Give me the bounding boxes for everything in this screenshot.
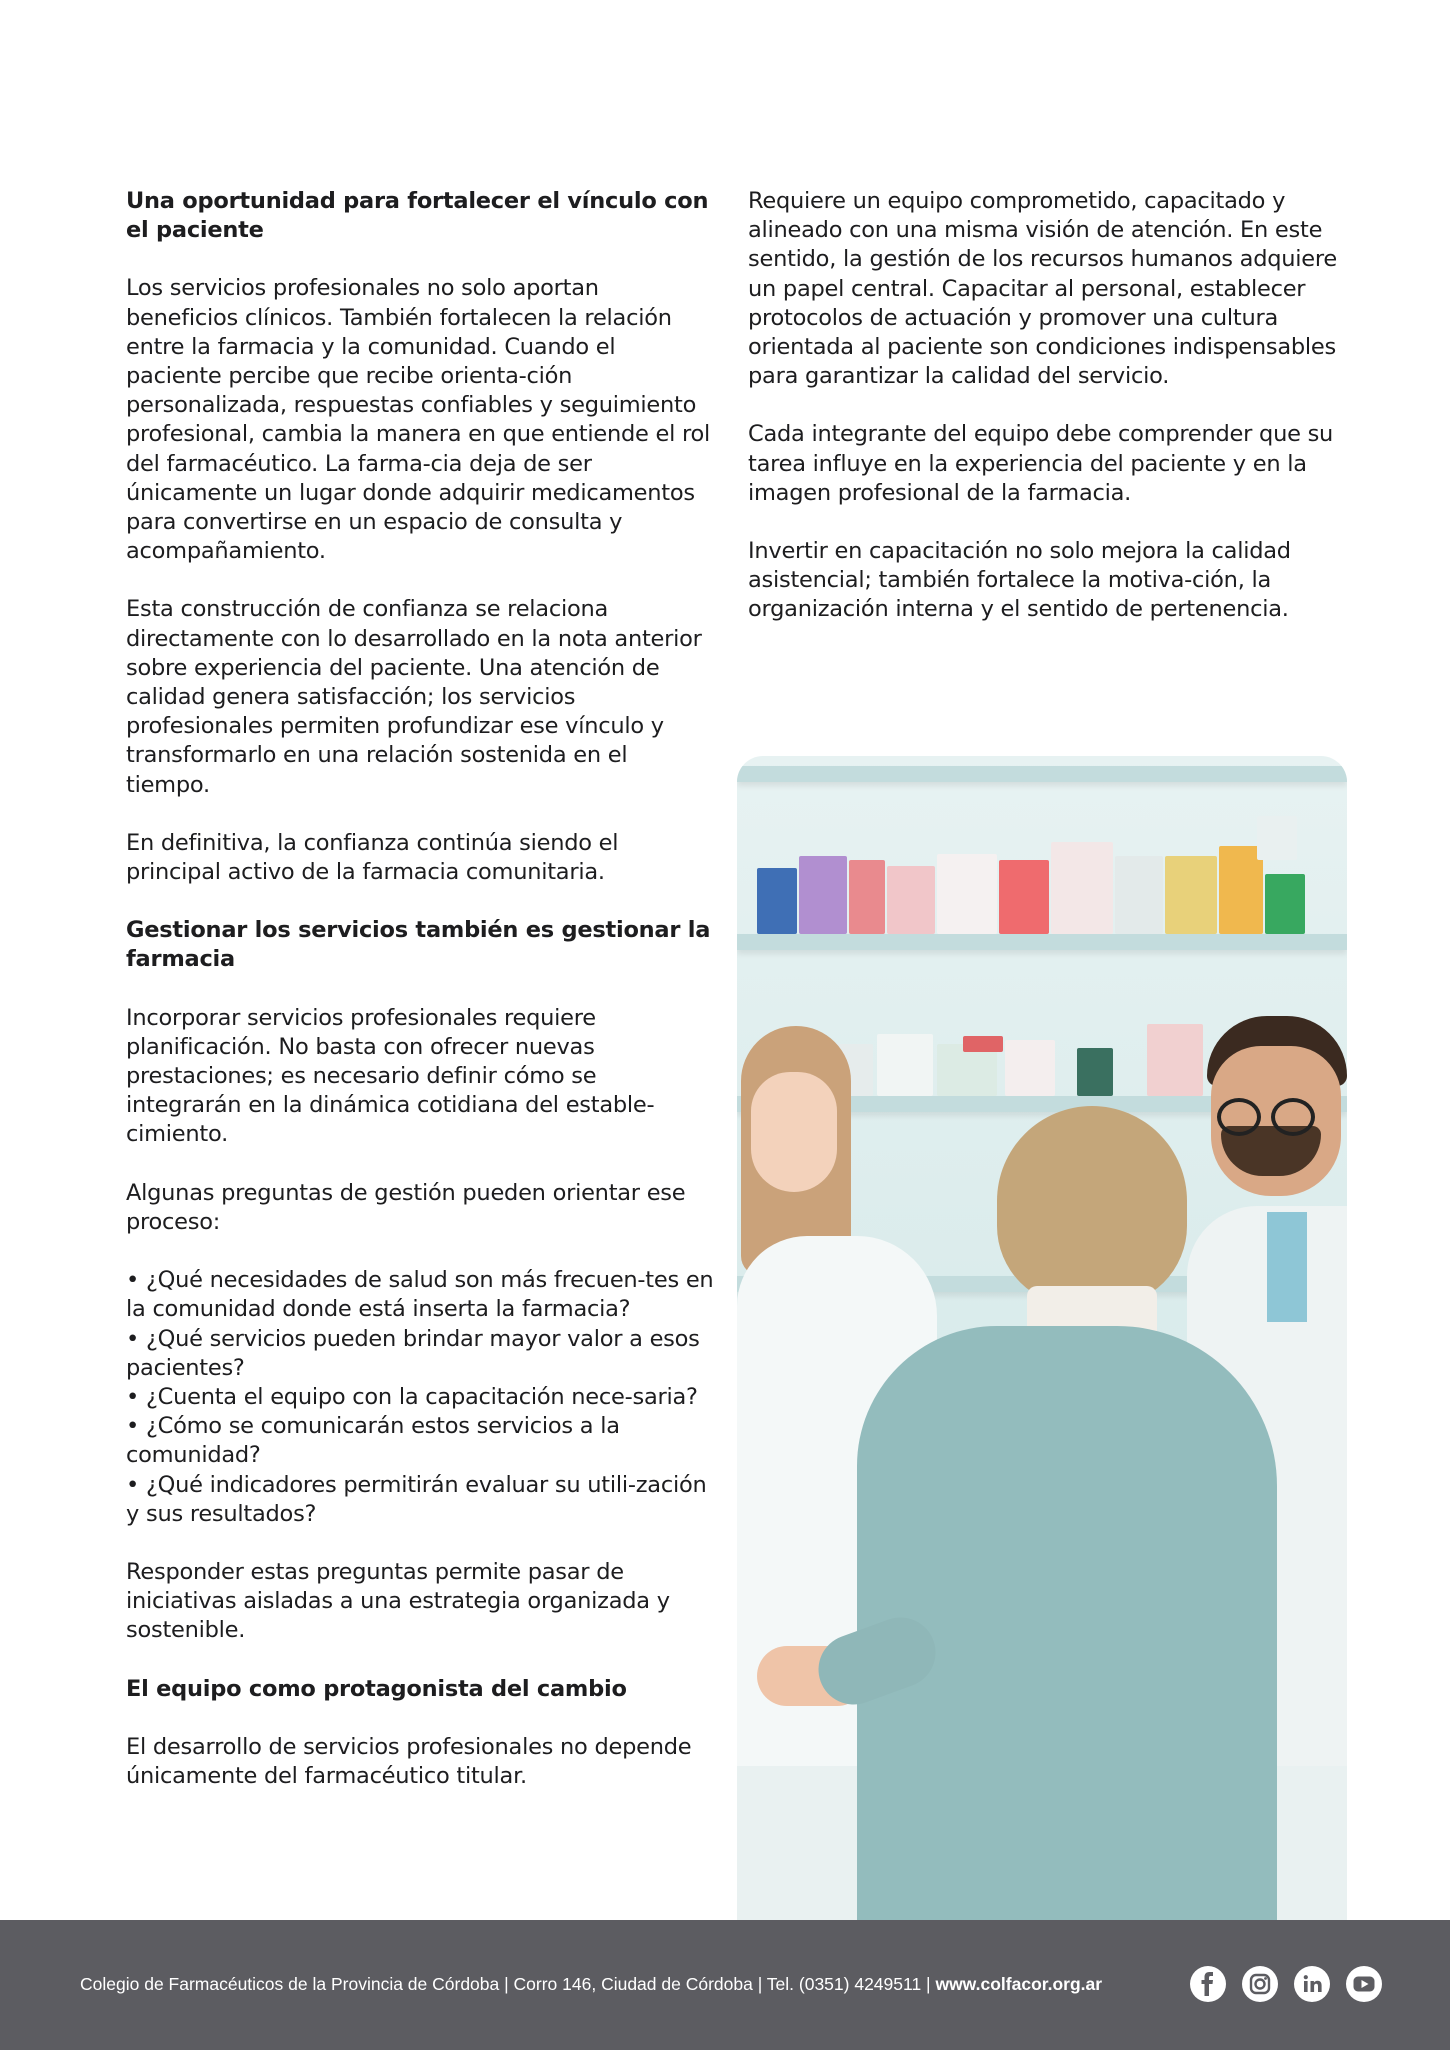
list-item: • ¿Qué necesidades de salud son más frecuen-tes en la comunidad donde está inserta la farmacia? (126, 1266, 716, 1324)
paragraph: El desarrollo de servicios profesionales no depende únicamente del farmacéutico titular. (126, 1733, 692, 1789)
left-column (126, 187, 716, 1820)
question-list (126, 1266, 716, 1529)
list-item: • ¿Qué indicadores permitirán evaluar su utili-zación y sus resultados? (126, 1471, 716, 1529)
youtube-icon[interactable] (1344, 1964, 1384, 2004)
footer (0, 1920, 1450, 2050)
footer-address: Colegio de Farmacéuticos de la Provincia de Córdoba | Corro 146, Ciudad de Córdoba | Tel. (0351) 4249511 | (80, 1974, 936, 1994)
paragraph: Responder estas preguntas permite pasar de iniciativas aisladas a una estrategia organizada y sostenible. (126, 1558, 670, 1644)
section-heading-equipo: El equipo como protagonista del cambio (126, 1675, 627, 1702)
linkedin-icon[interactable] (1292, 1964, 1332, 2004)
customer (817, 1106, 1277, 1920)
facebook-icon[interactable] (1188, 1964, 1228, 2004)
website-link[interactable]: www.colfacor.org.ar (935, 1974, 1103, 1994)
section-heading-gestion: Gestionar los servicios también es gestionar la farmacia (126, 917, 711, 973)
paragraph: Cada integrante del equipo debe comprender que su tarea influye en la experiencia del paciente y en la imagen profesional de la farmacia. (748, 421, 1334, 506)
section-heading-vinculo: Una oportunidad para fortalecer el vínculo con el paciente (126, 188, 709, 244)
right-column (748, 187, 1338, 654)
footer-contact (80, 1970, 1102, 1998)
paragraph: Algunas preguntas de gestión pueden orientar ese proceso: (126, 1179, 686, 1235)
pharmacy-photo (737, 756, 1347, 1920)
paragraph: Los servicios profesionales no solo aportan beneficios clínicos. También fortalecen la relación entre la farmacia y la comunidad. Cuando el paciente percibe que recibe orienta-ción personalizada, respuestas confiables y seguimiento profesional, cambia la manera en que entiende el rol del farmacéutico. La farma-cia deja de ser únicamente un lugar donde adquirir medicamentos para convertirse en un espacio de consulta y acompañamiento. (126, 275, 711, 565)
list-item: • ¿Cómo se comunicarán estos servicios a la comunidad? (126, 1412, 716, 1470)
paragraph: Requiere un equipo comprometido, capacitado y alineado con una misma visión de atención. En este sentido, la gestión de los recursos humanos adquiere un papel central. Capacitar al personal, establecer protocolos de actuación y promover una cultura orientada al paciente son condiciones indispensables para garantizar la calidad del servicio. (748, 188, 1337, 390)
paragraph: Incorporar servicios profesionales requiere planificación. No basta con ofrecer nuevas prestaciones; es necesario definir cómo se integrarán en la dinámica cotidiana del estable-cimiento. (126, 1004, 655, 1148)
list-item: • ¿Cuenta el equipo con la capacitación nece-saria? (126, 1383, 716, 1412)
paragraph: En definitiva, la confianza continúa siendo el principal activo de la farmacia comunitaria. (126, 829, 619, 886)
paragraph: Esta construcción de confianza se relaciona directamente con lo desarrollado en la nota anterior sobre experiencia del paciente. Una atención de calidad genera satisfacción; los servicios profesionales permiten profundizar ese vínculo y transformarlo en una relación sostenida en el tiempo. (126, 596, 702, 798)
list-item: • ¿Qué servicios pueden brindar mayor valor a esos pacientes? (126, 1325, 716, 1383)
paragraph: Invertir en capacitación no solo mejora la calidad asistencial; también fortalece la motiva-ción, la organización interna y el sentido de pertenencia. (748, 538, 1291, 623)
instagram-icon[interactable] (1240, 1964, 1280, 2004)
